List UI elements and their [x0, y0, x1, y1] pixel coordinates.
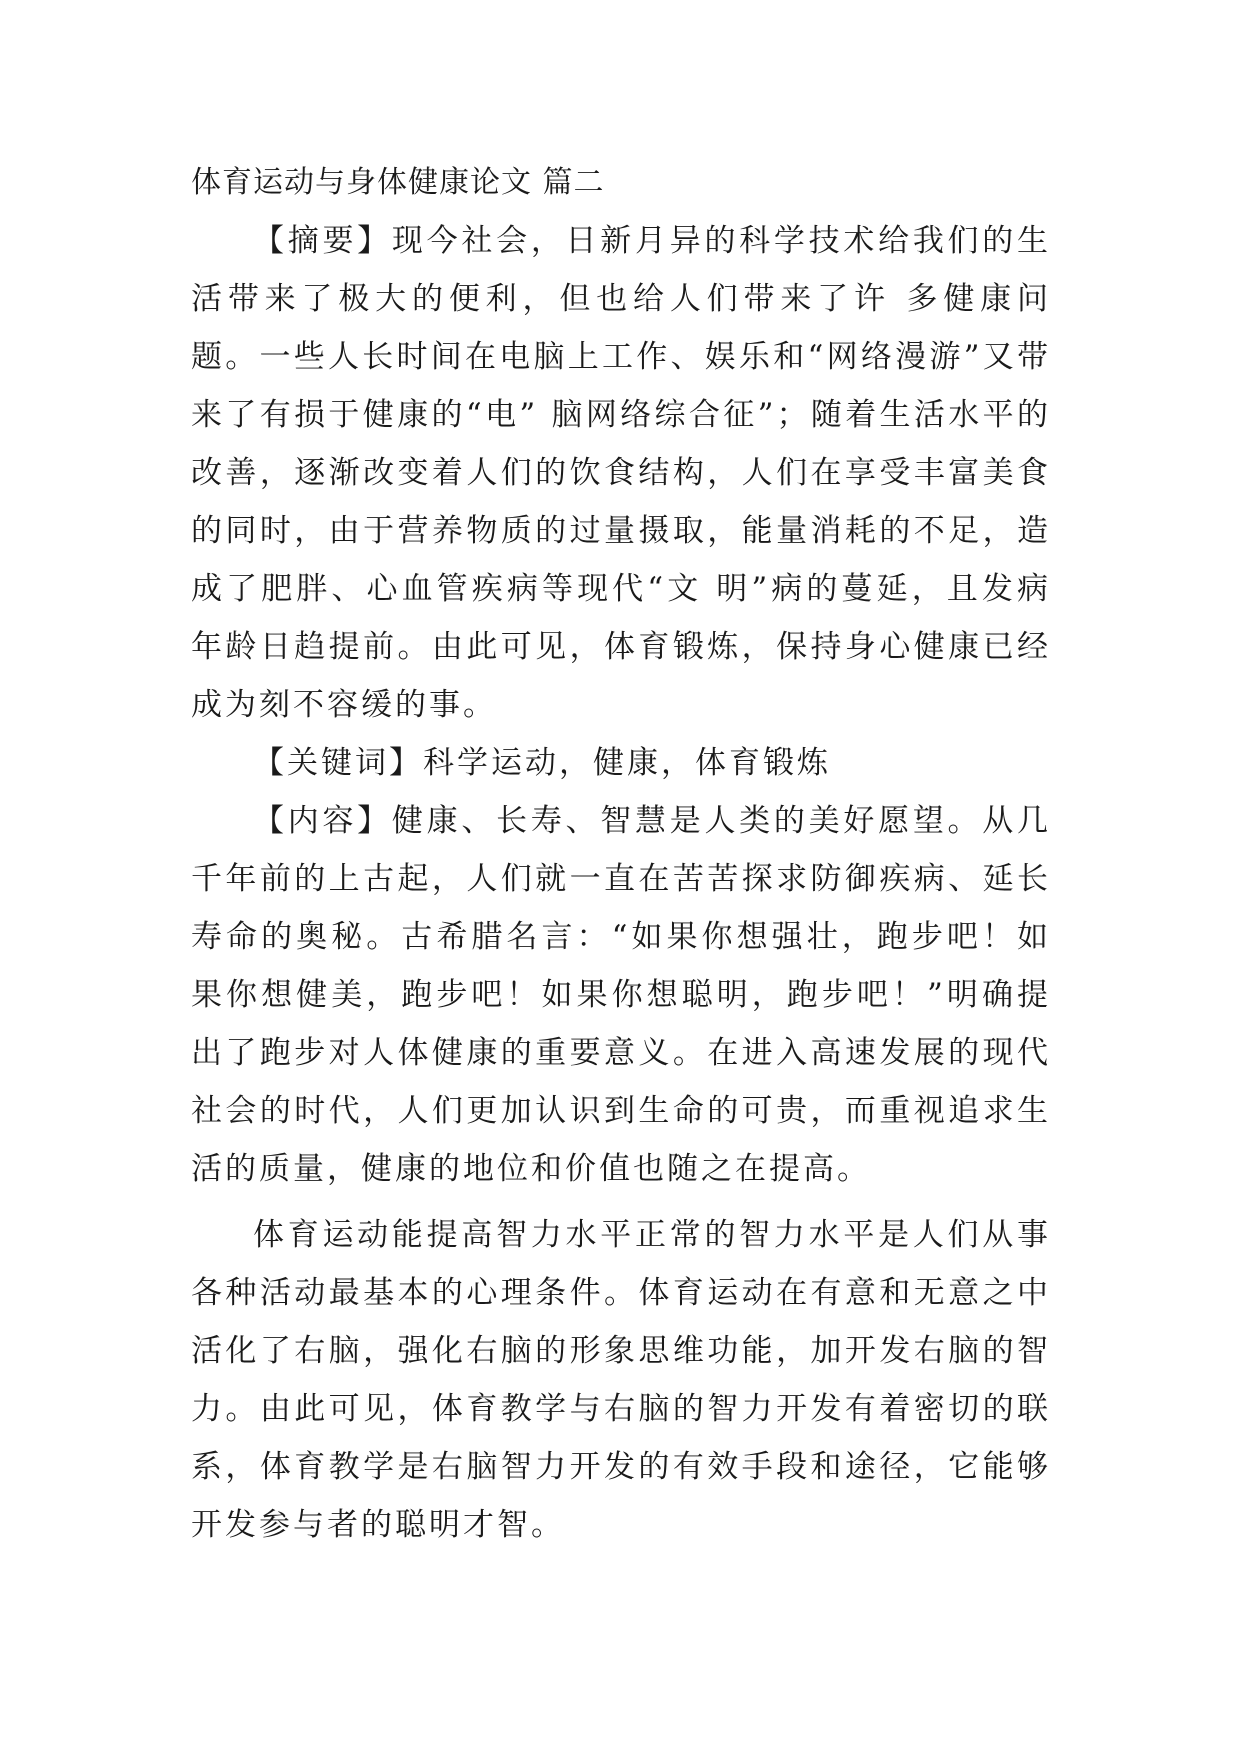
content-paragraph: 【内容】健康、长寿、智慧是人类的美好愿望。从几千年前的上古起，人们就一直在苦苦探求防御疾病、延长寿命的奥秘。古希腊名言：“如果你想强壮，跑步吧！如果你想健美，跑步吧！如果你想聪明，跑步吧！”明确提出了跑步对人体健康的重要意义。在进入高速发展的现代社会的时代，人们更加认识到生命的可贵，而重视追求生活的质量，健康的地位和价值也随之在提高。 — [191, 803, 1051, 1187]
keywords-paragraph: 【关键词】科学运动，健康，体育锻炼 — [253, 745, 831, 781]
abstract-paragraph: 【摘要】现今社会，日新月异的科学技术给我们的生活带来了极大的便利，但也给人们带来了许 多健康问题。一些人长时间在电脑上工作、娱乐和“网络漫游”又带来了有损于健康的“电” 脑网络综合征”；随着生活水平的改善，逐渐改变着人们的饮食结构，人们在享受丰富美食的同时，由于营养物质的过量摄取，能量消耗的不足，造成了肥胖、心血管疾病等现代“文 明”病的蔓延，且发病年龄日趋提前。由此可见，体育锻炼，保持身心健康已经成为刻不容缓的事。 — [191, 223, 1051, 723]
body-paragraph: 体育运动能提高智力水平正常的智力水平是人们从事各种活动最基本的心理条件。体育运动在有意和无意之中活化了右脑，强化右脑的形象思维功能，加开发右脑的智力。由此可见，体育教学与右脑的智力开发有着密切的联系，体育教学是右脑智力开发的有效手段和途径，它能够开发参与者的聪明才智。 — [191, 1217, 1051, 1543]
document-body — [191, 158, 1051, 1554]
document-title: 体育运动与身体健康论文 篇二 — [191, 165, 605, 200]
